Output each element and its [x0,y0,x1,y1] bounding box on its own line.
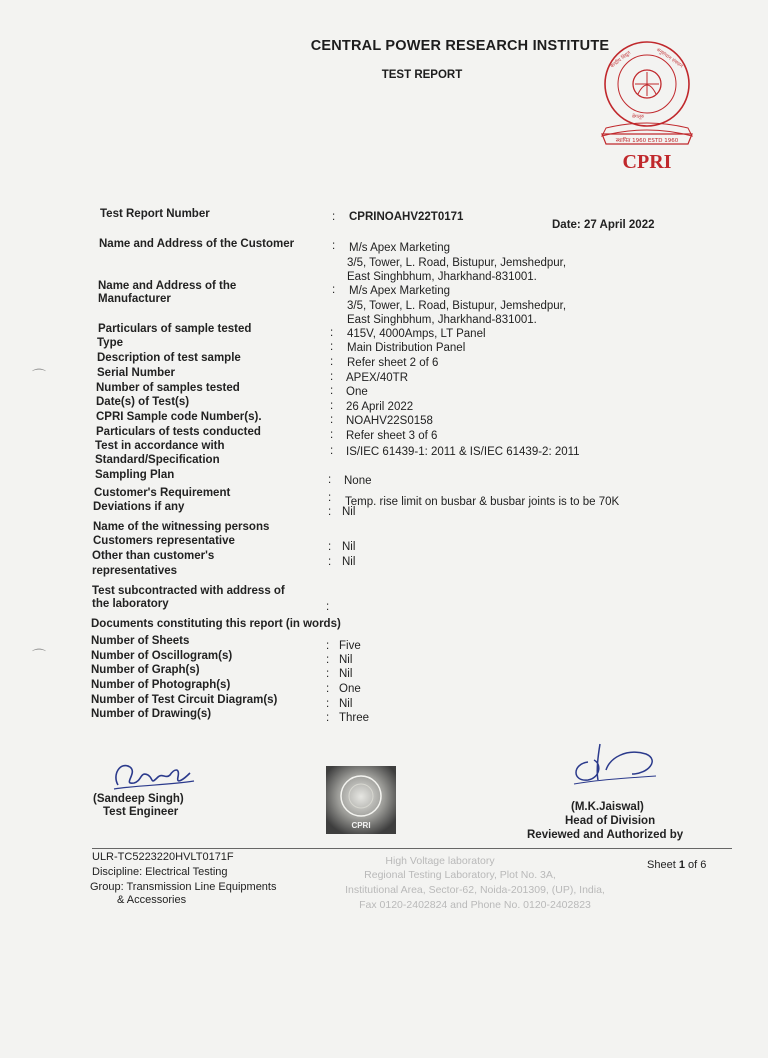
colon: : [330,385,334,397]
oscillograms-label: Number of Oscillogram(s) [91,650,233,662]
num-samples-value: One [346,386,368,398]
sheet-number [647,859,706,872]
other-rep-value: Nil [342,556,356,568]
oscillograms-value: Nil [339,654,353,666]
lab-line4: Fax 0120-2402824 and Phone No. 0120-2402823 [359,899,591,911]
sample-code-label: CPRI Sample code Number(s). [96,411,262,423]
logo-cpri-text: CPRI [622,151,672,173]
colon: : [328,541,332,553]
test-date-label: Date(s) of Test(s) [96,396,190,408]
colon: : [326,601,330,613]
tests-conducted-label: Particulars of tests conducted [96,426,261,438]
standard-value: IS/IEC 61439-1: 2011 & IS/IEC 61439-2: 2011 [346,446,580,458]
engineer-signature [110,755,200,793]
sample-code-value: NOAHV22S0158 [346,415,433,427]
colon: : [330,445,334,457]
svg-text:केन्द्रीय विद्युत: केन्द्रीय विद्युत [609,50,633,70]
other-rep-label-line1: Other than customer's [92,550,215,562]
requirement-label: Customer's Requirement [94,487,231,499]
svg-text:बेंगलूरु: बेंगलूरु [632,114,645,120]
sheets-label: Number of Sheets [91,635,190,647]
lab-line2: Regional Testing Laboratory, Plot No. 3A, [364,869,556,881]
cust-rep-label: Customers representative [93,535,235,547]
manufacturer-label-line1: Name and Address of the [98,280,237,292]
colon: : [330,341,334,353]
lab-line1: High Voltage laboratory [385,855,495,867]
colon: : [332,284,336,296]
standard-label-line2: Standard/Specification [95,454,220,466]
test-date-value: 26 April 2022 [346,401,414,413]
sheet-suffix: of 6 [684,859,707,871]
description-value: Refer sheet 2 of 6 [347,357,439,369]
colon: : [328,556,332,568]
colon: : [330,371,334,383]
sampling-value: None [344,475,372,487]
head-note: Reviewed and Authorized by [527,829,684,841]
graphs-value: Nil [339,668,353,680]
colon: : [328,492,332,504]
colon: : [330,429,334,441]
drawings-value: Three [339,712,370,724]
photographs-value: One [339,683,361,695]
svg-text:अनुसंधान संस्थान: अनुसंधान संस्थान [654,46,684,70]
documents-label: Documents constituting this report (in words) [91,618,341,630]
lab-line3: Institutional Area, Sector-62, Noida-201309, (UP), India, [345,884,605,896]
hologram-seal [326,766,396,834]
engineer-name: (Sandeep Singh) [93,793,184,805]
customer-address-line2: East Singhbhum, Jharkhand-831001. [347,271,537,283]
serial-label: Serial Number [97,367,175,379]
colon: : [326,712,330,724]
group-line1: Group: Transmission Line Equipments [90,881,277,893]
logo-estd-text: स्थापित 1960 ESTD 1960 [615,138,679,144]
customer-name: M/s Apex Marketing [349,242,450,254]
type-label: Type [97,337,123,349]
manufacturer-label-line2: Manufacturer [98,293,171,305]
colon: : [332,240,336,252]
other-rep-label-line2: representatives [92,565,178,577]
photographs-label: Number of Photograph(s) [91,679,231,691]
subcontract-label-line2: the laboratory [92,598,169,610]
deviations-label: Deviations if any [93,501,185,513]
sheet-current: 1 [678,859,685,871]
witness-label: Name of the witnessing persons [93,521,270,533]
colon: : [328,506,332,518]
standard-label-line1: Test in accordance with [95,440,225,452]
colon: : [330,414,334,426]
discipline: Discipline: Electrical Testing [92,866,228,878]
colon: : [330,400,334,412]
colon: : [328,474,332,486]
org-name: CENTRAL POWER RESEARCH INSTITUTE [310,38,610,54]
colon: : [330,327,334,339]
type-value: Main Distribution Panel [347,342,466,354]
engineer-title: Test Engineer [103,806,179,818]
description-label: Description of test sample [97,352,241,364]
deviations-value: Nil [342,506,356,518]
drawings-label: Number of Drawing(s) [91,708,212,720]
subcontract-label-line1: Test subcontracted with address of [92,585,285,597]
colon: : [326,683,330,695]
colon: : [326,640,330,652]
ulr-number: ULR-TC5223220HVLT0171F [92,851,234,863]
doc-title: TEST REPORT [381,69,463,81]
footer-divider [92,848,732,849]
manufacturer-address-line1: 3/5, Tower, L. Road, Bistupur, Jemshedpur, [347,300,567,312]
tests-conducted-value: Refer sheet 3 of 6 [346,430,438,442]
hologram-label: CPRI [351,821,371,830]
cust-rep-value: Nil [342,541,356,553]
report-number: CPRINOAHV22T0171 [349,211,464,223]
sheets-value: Five [339,640,361,652]
head-name: (M.K.Jaiswal) [571,801,644,813]
head-title: Head of Division [565,815,656,827]
colon: : [326,698,330,710]
particulars-value: 415V, 4000Amps, LT Panel [347,328,486,340]
num-samples-label: Number of samples tested [96,382,240,394]
colon: : [326,654,330,666]
particulars-label: Particulars of sample tested [98,323,252,335]
head-signature [566,740,662,788]
group-line2: & Accessories [117,894,187,906]
report-number-label: Test Report Number [100,208,210,220]
graphs-label: Number of Graph(s) [91,664,200,676]
margin-mark: ⌒ [32,648,46,664]
manufacturer-address-line2: East Singhbhum, Jharkhand-831001. [347,314,537,326]
customer-label: Name and Address of the Customer [99,238,295,250]
sampling-label: Sampling Plan [95,469,175,481]
colon: : [326,668,330,680]
circuit-label: Number of Test Circuit Diagram(s) [91,694,278,706]
customer-address-line1: 3/5, Tower, L. Road, Bistupur, Jemshedpur, [347,257,567,269]
serial-value: APEX/40TR [346,372,408,384]
sheet-prefix: Sheet [647,859,679,871]
report-date: Date: 27 April 2022 [552,219,655,231]
requirement-value: Temp. rise limit on busbar & busbar joints is to be 70K [345,496,620,508]
margin-mark: ⌒ [32,368,46,384]
cpri-logo [588,38,706,180]
colon: : [330,356,334,368]
circuit-value: Nil [339,698,353,710]
manufacturer-name: M/s Apex Marketing [349,285,450,297]
colon: : [332,211,336,223]
